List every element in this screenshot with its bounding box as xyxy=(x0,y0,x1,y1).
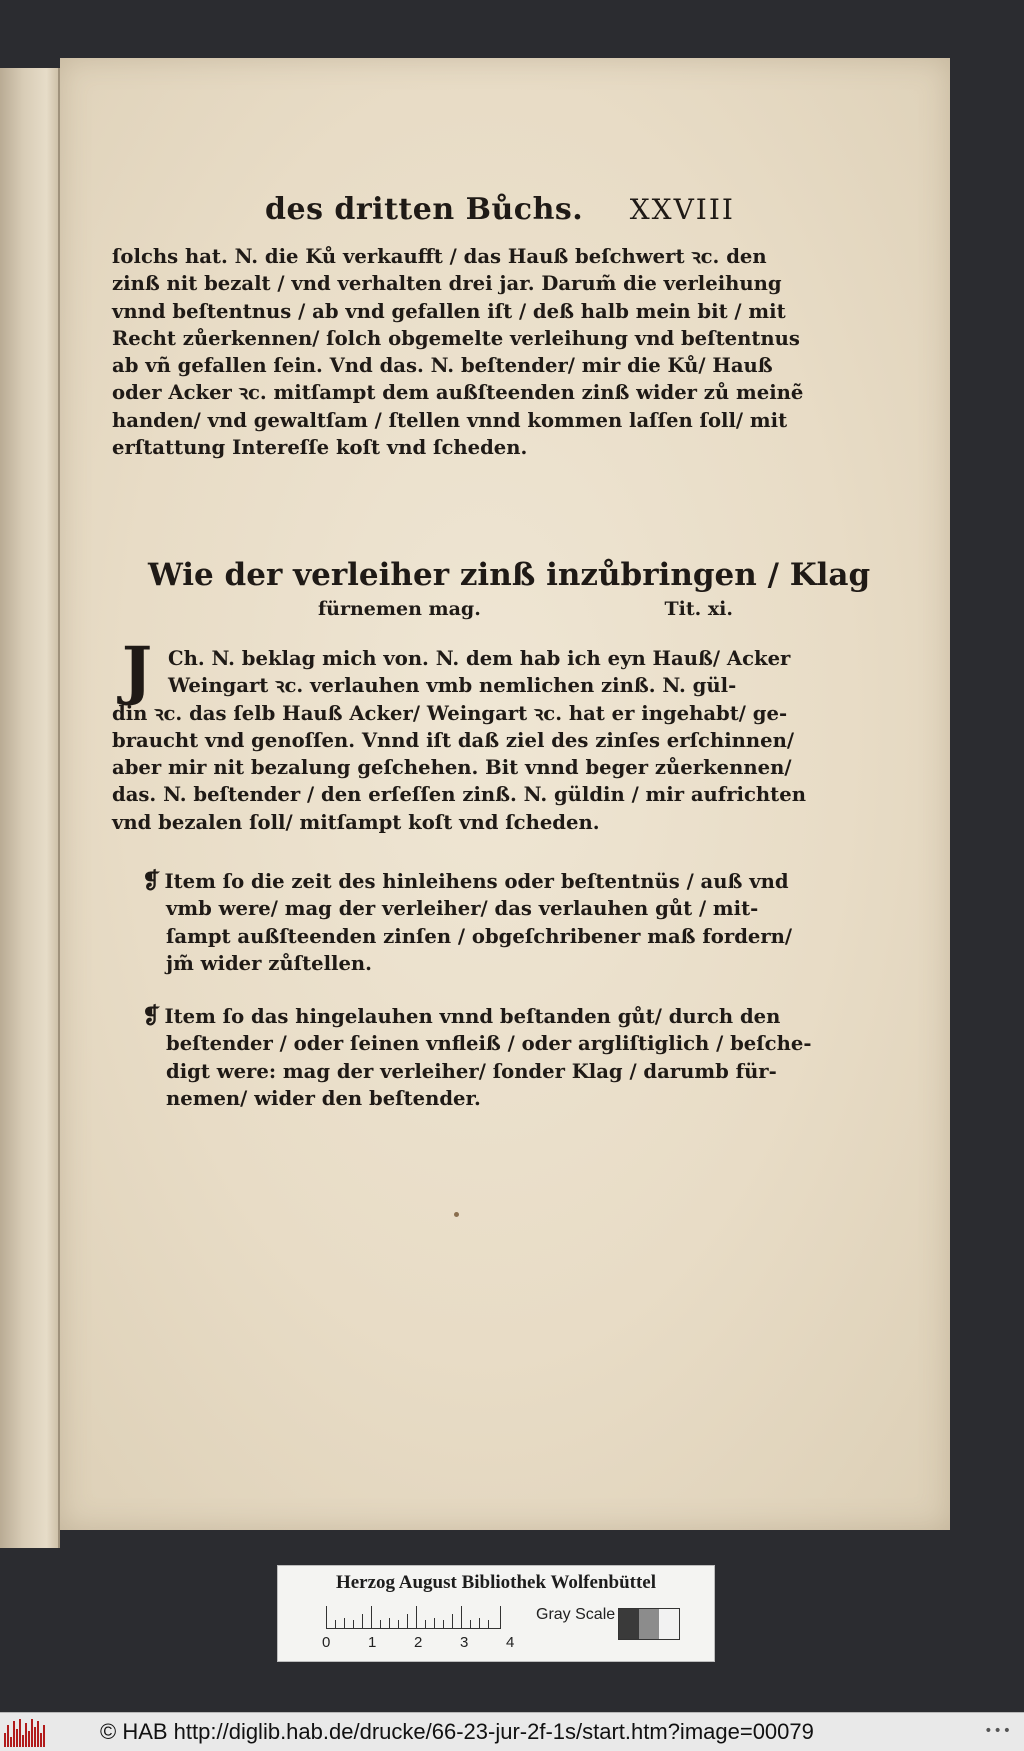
ruler-number: 3 xyxy=(460,1634,469,1651)
ruler-tick xyxy=(353,1620,354,1628)
ink-speck xyxy=(454,1212,459,1217)
gray-swatch-mid xyxy=(639,1609,659,1639)
text-line: nemen/ wider den beſtender. xyxy=(166,1086,481,1110)
ruler-tick xyxy=(407,1614,408,1628)
pilcrow-icon: ❡ xyxy=(142,1003,161,1029)
paragraph-1 xyxy=(112,243,804,461)
drop-cap-initial: J xyxy=(121,633,153,708)
running-head xyxy=(265,192,735,236)
gray-scale-swatches xyxy=(618,1608,680,1640)
text-line: jm̃ wider zůſtellen. xyxy=(166,951,373,975)
text-line: din ꝛc. das ſelb Hauß Acker/ Weingart ꝛc. hat er ingehabt/ ge- xyxy=(112,701,788,725)
ruler-tick xyxy=(452,1614,453,1628)
text-line: vnd bezalen ſoll/ mitſampt koſt vnd ſcheden. xyxy=(112,810,600,834)
pilcrow-icon: ❡ xyxy=(142,868,161,894)
ruler-tick xyxy=(500,1606,501,1628)
text-line: erſtattung Intereſſe koſt vnd ſcheden. xyxy=(112,436,528,460)
text-line: vmb were/ mag der verleiher/ das verlauhen gůt / mit- xyxy=(166,897,759,921)
section-heading: Wie der verleiher zinß inzůbringen / Klag xyxy=(148,557,871,593)
library-name: Herzog August Bibliothek Wolfenbüttel xyxy=(335,1572,657,1593)
text-line: ab vñ gefallen ſein. Vnd das. N. beſtender/ mir die Ků/ Hauß xyxy=(112,354,773,378)
ruler-tick xyxy=(461,1606,462,1628)
text-line: ſolchs hat. N. die Ků verkaufft / das Hauß beſchwert ꝛc. den xyxy=(112,245,767,268)
text-line-content: Item ſo die zeit des hinleihens oder beſtentnüs / auß vnd xyxy=(164,870,789,893)
ruler-number: 1 xyxy=(368,1634,377,1651)
gray-swatch-dark xyxy=(619,1609,639,1639)
scale-ruler xyxy=(326,1606,501,1629)
ruler-tick xyxy=(488,1620,489,1628)
ruler-tick xyxy=(335,1620,336,1628)
ruler-tick xyxy=(434,1618,435,1628)
text-line-content: Item ſo das hingelauhen vnnd beſtanden gůt/ durch den xyxy=(164,1005,781,1028)
ruler-number: 4 xyxy=(506,1634,515,1651)
ruler-tick xyxy=(398,1620,399,1628)
ruler-tick xyxy=(380,1620,381,1628)
text-line: braucht vnd genoſſen. Vnnd iſt daß ziel des zinſes erſchinnen/ xyxy=(112,728,795,752)
previous-page-edge xyxy=(0,68,60,1548)
hab-logo-icon[interactable] xyxy=(4,1717,52,1747)
section-subheading-row xyxy=(318,598,733,620)
text-line: digt were: mag der verleiher/ ſonder Klag / darumb für- xyxy=(166,1059,777,1083)
gray-scale-label: Gray Scale xyxy=(536,1606,616,1623)
paragraph-2 xyxy=(112,645,806,836)
ruler-tick xyxy=(425,1620,426,1628)
text-line: beſtender / oder ſeinen vnfleiß / oder argliſtiglich / beſche- xyxy=(166,1032,812,1056)
ruler-tick xyxy=(416,1606,417,1628)
ruler-tick xyxy=(362,1614,363,1628)
paragraph-4 xyxy=(142,1003,812,1112)
status-bar xyxy=(0,1712,1024,1751)
ruler-tick xyxy=(470,1620,471,1628)
ruler-tick xyxy=(344,1618,345,1628)
more-options-icon[interactable]: ••• xyxy=(984,1723,1012,1739)
text-line xyxy=(142,868,789,895)
text-line: ſampt außſteenden zinſen / obgeſchribener maß fordern/ xyxy=(166,924,793,948)
paragraph-3 xyxy=(142,868,793,977)
text-line: zinß nit bezalt / vnd verhalten drei jar. Darum̃ die verleihung xyxy=(112,272,782,296)
text-line: das. N. beſtender / den erſeſſen zinß. N. güldin / mir aufrichten xyxy=(112,783,806,807)
text-line: Weingart ꝛc. verlauhen vmb nemlichen zinß. N. gül- xyxy=(168,674,737,698)
color-calibration-bar xyxy=(277,1565,715,1662)
ruler-number: 0 xyxy=(322,1634,331,1651)
text-line: vnnd beſtentnus / ab vnd gefallen iſt / deß halb mein bit / mit xyxy=(112,299,786,323)
ruler-tick xyxy=(443,1620,444,1628)
gray-swatch-light xyxy=(659,1609,679,1639)
folio-number: XXVIII xyxy=(629,193,735,226)
ruler-tick xyxy=(479,1618,480,1628)
text-line: Ch. N. beklag mich von. N. dem hab ich eyn Hauß/ Acker xyxy=(168,647,791,670)
permalink-text[interactable]: © HAB http://diglib.hab.de/drucke/66-23-jur-2f-1s/start.htm?image=00079 xyxy=(100,1719,814,1744)
ruler-number: 2 xyxy=(414,1634,423,1651)
section-title-number: Tit. xi. xyxy=(664,598,733,620)
text-line: aber mir nit bezalung geſchehen. Bit vnnd beger zůerkennen/ xyxy=(112,756,792,780)
text-line: oder Acker ꝛc. mitſampt dem außſteenden zinß wider zů meinẽ xyxy=(112,381,804,405)
section-subheading: fürnemen mag. xyxy=(318,598,481,620)
running-head-title: des dritten Bůchs. xyxy=(265,192,584,227)
ruler-tick xyxy=(326,1606,327,1628)
text-line xyxy=(142,1003,781,1030)
text-line: Recht zůerkennen/ ſolch obgemelte verleihung vnd beſtentnus xyxy=(112,326,800,350)
text-line: handen/ vnd gewaltſam / ſtellen vnnd kommen laſſen ſoll/ mit xyxy=(112,408,788,432)
ruler-tick xyxy=(389,1618,390,1628)
ruler-tick xyxy=(371,1606,372,1628)
